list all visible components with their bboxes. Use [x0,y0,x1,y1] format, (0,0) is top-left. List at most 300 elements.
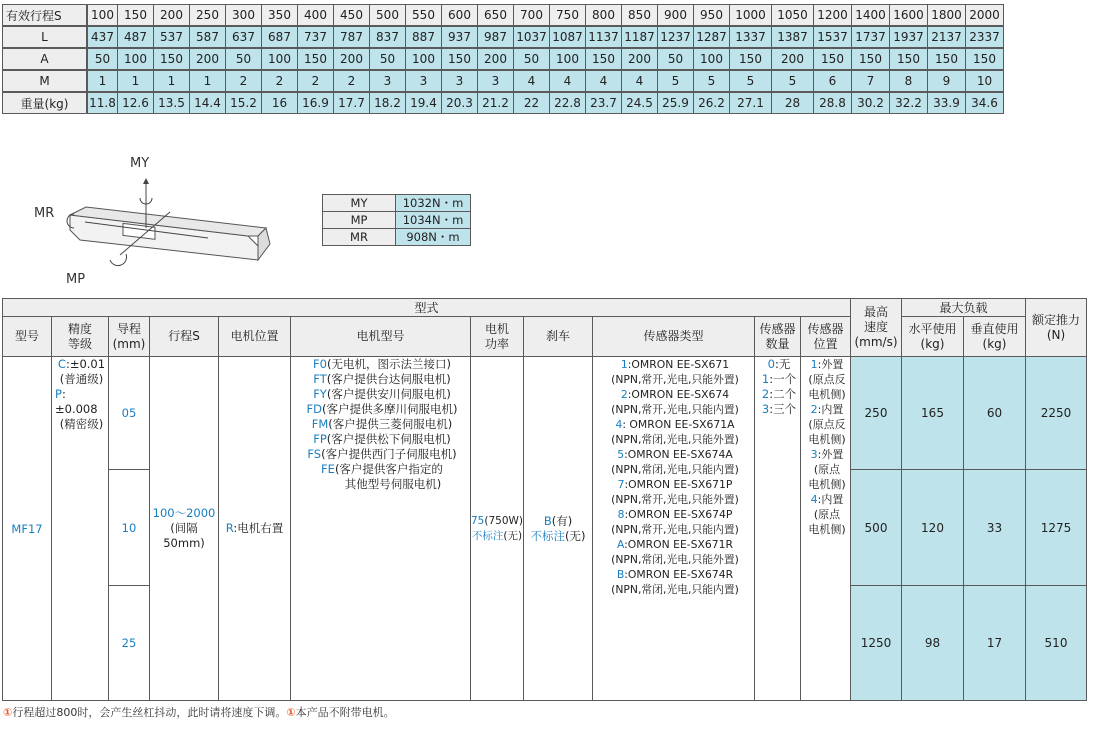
option-code: 7 [617,478,625,491]
stroke-value: 150 [117,4,154,26]
option-text: :OMRON EE-SX674A [624,448,733,461]
spec-cell: 30.2 [851,92,890,114]
option-text: :OMRON EE-SX671P [624,478,733,491]
option-text: (有) [551,513,573,528]
spec-cell: 4 [585,70,622,92]
spec-cell: 11.8 [87,92,118,114]
option-line [762,372,796,387]
moment-label: MY [322,194,396,212]
spec-cell: 1087 [549,26,586,48]
moment-value: 908N・m [395,228,471,246]
option-line [618,507,733,522]
option-code: FP [313,432,327,446]
spec-cell: 1537 [813,26,852,48]
spec-cell: 637 [225,26,262,48]
spec-cell: 150 [927,48,966,70]
spec-cell: 100 [261,48,298,70]
mp-axis-label: MP [66,272,86,287]
option-text: :OMRON EE-SX671 [627,358,730,371]
spec-cell: 1187 [621,26,658,48]
header-brake: 刹车 [523,316,593,357]
spec-cell: 5 [729,70,772,92]
option-line [321,462,443,477]
spec-cell: 487 [117,26,154,48]
option-code: B [543,513,552,528]
option-line [618,477,733,492]
option-text: (NPN,常闭,光电,只能内置) [611,583,739,596]
spec-cell: 100 [549,48,586,70]
spec-cell: 150 [889,48,928,70]
lead-cell: 25 [108,585,150,701]
spec-cell: 200 [189,48,226,70]
spec-cell: 20.3 [441,92,478,114]
header-vertical: 垂直使用 (kg) [963,316,1026,357]
header-horizontal: 水平使用 (kg) [901,316,964,357]
sensor-qty-cell [754,356,801,701]
spec-cell: 200 [771,48,814,70]
option-line [307,447,456,462]
option-text: (无) [503,529,523,542]
max-speed-cell: 500 [850,469,902,586]
option-code: FY [313,387,327,401]
option-line [544,514,572,529]
spec-cell: 17.7 [333,92,370,114]
spec-cell: 5 [657,70,694,92]
stroke-value: 200 [153,4,190,26]
header-motor-model: 电机型号 [290,316,471,357]
spec-cell: 437 [87,26,118,48]
spec-cell: 1137 [585,26,622,48]
spec-cell: 3 [405,70,442,92]
header-sensor-pos: 传感器 位置 [800,316,851,357]
mr-axis-label: MR [34,206,55,221]
option-code: 不标注 [471,529,504,542]
option-line [307,402,458,417]
option-line [471,514,523,529]
option-text: (精密级) [59,417,104,431]
group-header: 型式 [2,298,851,317]
spec-cell: 5 [693,70,730,92]
brake-cell [523,356,593,701]
option-line [611,462,739,477]
sensor-type-cell [592,356,755,701]
spec-cell: 887 [405,26,442,48]
option-line [323,477,442,492]
moment-label: MP [322,211,396,229]
option-text: (NPN,常开,光电,只能内置) [611,403,739,416]
spec-cell: 1 [87,70,118,92]
spec-cell: 12.6 [117,92,154,114]
stroke-value: 500 [369,4,406,26]
option-line [60,372,103,387]
option-text: :三个 [769,402,797,416]
option-line [621,357,729,372]
header-max-speed: 最高 速度 (mm/s) [850,298,902,357]
option-line [611,492,739,507]
accuracy-cell [51,356,109,701]
option-line [768,357,791,372]
option-line [617,537,733,552]
spec-cell: 2137 [927,26,966,48]
spec-cell: 100 [405,48,442,70]
actuator-illustration [30,150,280,290]
stroke-value: 1800 [927,4,966,26]
option-code: FM [311,417,329,431]
vertical-load-cell: 17 [963,585,1026,701]
spec-cell: 2 [225,70,262,92]
header-accuracy: 精度 等级 [51,316,109,357]
option-line [312,417,453,432]
option-line [621,387,729,402]
spec-cell: 200 [333,48,370,70]
stroke-value: 300 [225,4,262,26]
spec-cell: 687 [261,26,298,48]
thrust-cell: 510 [1025,585,1087,701]
option-code: 75 [471,514,485,527]
stroke-value: 800 [585,4,622,26]
option-text: :无 [774,357,791,371]
option-line [60,417,103,432]
option-line [617,447,733,462]
spec-cell: 150 [153,48,190,70]
option-line [611,582,739,597]
option-code: B [616,568,625,581]
option-text: (普通级) [59,372,104,386]
stroke-value: 650 [477,4,514,26]
spec-cell: 50 [225,48,262,70]
option-code: FE [321,462,335,476]
option-line [313,357,451,372]
spec-cell: 937 [441,26,478,48]
spec-cell: 15.2 [225,92,262,114]
option-text: 电机侧) [808,523,846,536]
motor-power-cell [470,356,524,701]
spec-cell: 587 [189,26,226,48]
option-code: 1 [810,358,818,371]
header-sensor-type: 传感器类型 [592,316,755,357]
warning-icon: ① [3,706,13,719]
spec-cell: 200 [621,48,658,70]
option-text: (客户提供松下伺服电机) [326,432,451,446]
option-code: 3 [810,448,818,461]
option-line [611,522,739,537]
spec-cell: 19.4 [405,92,442,114]
spec-cell: 1037 [513,26,550,48]
option-code: 1 [761,372,770,386]
stroke-value: 700 [513,4,550,26]
spec-cell: 14.4 [189,92,226,114]
footnote-text-1: 行程超过800时，会产生丝杠抖动，此时请将速度下调。 [12,706,287,719]
stroke-cell [149,356,219,701]
spec-cell: 18.2 [369,92,406,114]
option-text: :电机右置 [233,521,284,535]
header-lead: 导程 (mm) [108,316,150,357]
option-text: (无) [565,528,586,543]
option-text: (客户提供三菱伺服电机) [328,417,453,431]
stroke-value: 100 [87,4,118,26]
spec-cell: 50 [369,48,406,70]
option-line [617,567,733,582]
spec-cell: 22.8 [549,92,586,114]
spec-cell: 537 [153,26,190,48]
option-text: (客户提供客户指定的 [334,462,443,476]
spec-cell: 5 [771,70,814,92]
spec-cell: 987 [477,26,514,48]
spec-row-label: A [2,48,87,70]
spec-cell: 737 [297,26,334,48]
option-text: :一个 [769,372,797,386]
spec-cell: 1287 [693,26,730,48]
sensor-position-cell [800,356,851,701]
option-code: FD [306,402,322,416]
option-text: :±0.008 [55,387,98,416]
option-line [611,402,739,417]
max-speed-cell: 250 [850,356,902,470]
spec-cell: 150 [297,48,334,70]
option-line [811,357,844,372]
option-line [814,462,840,477]
header-stroke: 行程S [149,316,219,357]
option-code: 5 [617,448,625,461]
spec-cell: 50 [513,48,550,70]
header-motor-power: 电机 功率 [470,316,524,357]
option-text: 其他型号伺服电机) [344,477,442,491]
option-code: FT [313,372,327,386]
spec-cell: 1 [153,70,190,92]
stroke-value: 1400 [851,4,890,26]
spec-cell: 3 [369,70,406,92]
footnote [3,704,395,720]
option-text: :外置 [817,358,844,371]
option-text: (客户提供台达伺服电机) [326,372,451,386]
option-code: 0 [767,357,775,371]
option-code: 1 [620,358,628,371]
horizontal-load-cell: 165 [901,356,964,470]
option-line [313,372,450,387]
my-axis-label: MY [130,156,150,171]
max-speed-cell: 1250 [850,585,902,701]
option-line [226,521,284,536]
option-line [808,477,845,492]
option-code: 8 [617,508,625,521]
option-code: 2 [810,403,818,416]
spec-cell: 4 [513,70,550,92]
option-text: (NPN,常开,光电,只能外置) [611,373,739,386]
horizontal-load-cell: 98 [901,585,964,701]
spec-row-label: L [2,26,87,48]
option-line [811,492,844,507]
option-text: (原点 [813,508,841,521]
thrust-cell: 1275 [1025,469,1087,586]
option-text: (原点 [813,463,841,476]
option-line [313,432,451,447]
spec-cell: 21.2 [477,92,514,114]
thrust-cell: 2250 [1025,356,1087,470]
spec-cell: 10 [965,70,1004,92]
spec-cell: 787 [333,26,370,48]
header-thrust: 额定推力 (N) [1025,298,1087,357]
spec-cell: 6 [813,70,852,92]
spec-cell: 50 [657,48,694,70]
option-text: : OMRON EE-SX671A [622,418,735,431]
vertical-load-cell: 33 [963,469,1026,586]
spec-cell: 3 [477,70,514,92]
model-cell: MF17 [2,356,52,701]
option-text: :OMRON EE-SX674P [624,508,733,521]
option-text: :±0.01 [65,357,106,371]
lead-cell: 10 [108,469,150,586]
option-text: (NPN,常开,光电,只能外置) [611,493,739,506]
option-code: F0 [313,357,327,371]
spec-cell: 50 [87,48,118,70]
option-code: 4 [810,493,818,506]
option-code: 不标注 [530,528,565,543]
option-line [808,522,845,537]
warning-icon: ① [286,706,296,719]
spec-cell: 26.2 [693,92,730,114]
spec-cell: 150 [965,48,1004,70]
option-line [611,552,739,567]
option-line [808,387,845,402]
spec-cell: 4 [621,70,658,92]
option-line [811,402,844,417]
spec-cell: 1737 [851,26,890,48]
option-line [611,432,739,447]
spec-cell: 16.9 [297,92,334,114]
option-text: (NPN,常闭,光电,只能外置) [611,433,739,446]
option-text: :二个 [769,387,797,401]
spec-cell: 2337 [965,26,1004,48]
option-text: (原点反 [808,373,846,386]
option-text: :OMRON EE-SX674 [627,388,730,401]
stroke-value: 1600 [889,4,928,26]
header-sensor-qty: 传感器 数量 [754,316,801,357]
stroke-note: (间隔50mm) [163,521,205,550]
option-line [808,372,845,387]
vertical-load-cell: 60 [963,356,1026,470]
stroke-value: 250 [189,4,226,26]
option-text: (客户提供安川伺服电机) [326,387,451,401]
spec-cell: 16 [261,92,298,114]
spec-cell: 2 [297,70,334,92]
spec-cell: 150 [441,48,478,70]
spec-cell: 34.6 [965,92,1004,114]
option-text: 电机侧) [808,478,846,491]
spec-cell: 100 [693,48,730,70]
stroke-value: 2000 [965,4,1004,26]
header-model: 型号 [2,316,52,357]
option-line [313,387,451,402]
option-text: (客户提供西门子伺服电机) [321,447,457,461]
option-code: 3 [761,402,770,416]
spec-cell: 7 [851,70,890,92]
spec-cell: 8 [889,70,928,92]
option-text: 电机侧) [808,388,846,401]
spec-cell: 2 [333,70,370,92]
moment-label: MR [322,228,396,246]
option-text: :外置 [817,448,844,461]
option-text: (无电机，图示法兰接口) [326,357,451,371]
spec-cell: 1 [117,70,154,92]
spec-cell: 13.5 [153,92,190,114]
option-code: A [616,538,625,551]
spec-cell: 150 [813,48,852,70]
option-code: P [55,387,62,401]
spec-cell: 28.8 [813,92,852,114]
option-text: :内置 [817,493,844,506]
spec-cell: 23.7 [585,92,622,114]
spec-cell: 1337 [729,26,772,48]
option-line [472,529,522,544]
spec-cell: 100 [117,48,154,70]
stroke-value: 1000 [729,4,772,26]
option-code: R [225,521,234,535]
spec-cell: 150 [729,48,772,70]
stroke-value: 850 [621,4,658,26]
stroke-value: 900 [657,4,694,26]
option-line [58,357,105,372]
spec-cell: 1387 [771,26,814,48]
option-line [55,387,108,417]
option-code: FS [307,447,322,461]
option-line [808,432,845,447]
footnote-text-2: 本产品不附带电机。 [295,706,395,719]
stroke-value: 1050 [771,4,814,26]
spec-cell: 25.9 [657,92,694,114]
header-max-load: 最大负载 [901,298,1026,317]
spec-cell: 150 [585,48,622,70]
option-text: (NPN,常闭,光电,只能外置) [611,553,739,566]
option-line [814,507,840,522]
spec-cell: 32.2 [889,92,928,114]
spec-cell: 28 [771,92,814,114]
option-text: :内置 [817,403,844,416]
option-code: 2 [620,388,628,401]
spec-cell: 33.9 [927,92,966,114]
option-code: 4 [615,418,623,431]
spec-cell: 1 [189,70,226,92]
stroke-range: 100～2000 [152,506,216,520]
option-line [808,417,845,432]
option-line [615,417,734,432]
moment-diagram [30,150,280,290]
stroke-value: 1200 [813,4,852,26]
horizontal-load-cell: 120 [901,469,964,586]
option-text: (客户提供多摩川伺服电机) [322,402,458,416]
stroke-value: 750 [549,4,586,26]
option-line [611,372,739,387]
spec-cell: 3 [441,70,478,92]
lead-cell: 05 [108,356,150,470]
option-text: :OMRON EE-SX671R [624,538,734,551]
moment-value: 1034N・m [395,211,471,229]
motor-position-cell [218,356,291,701]
stroke-value: 950 [693,4,730,26]
spec-cell: 2 [261,70,298,92]
option-line [531,529,586,544]
spec-cell: 27.1 [729,92,772,114]
moment-value: 1032N・m [395,194,471,212]
spec-cell: 1237 [657,26,694,48]
option-line [762,402,796,417]
option-code: 2 [761,387,770,401]
spec-cell: 22 [513,92,550,114]
stroke-header: 有效行程S [2,4,87,26]
motor-model-cell [290,356,471,701]
option-text: (原点反 [808,418,846,431]
spec-cell: 4 [549,70,586,92]
option-text: (NPN,常开,光电,只能内置) [611,523,739,536]
